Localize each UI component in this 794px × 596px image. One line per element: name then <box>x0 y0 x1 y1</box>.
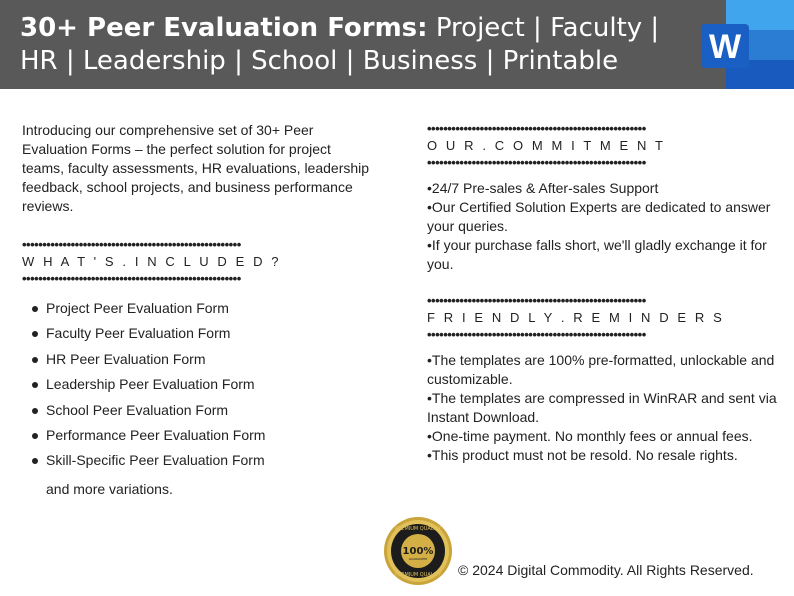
word-logo-icon <box>696 0 794 89</box>
list-item-label: HR Peer Evaluation Form <box>46 350 206 367</box>
list-item <box>22 296 282 321</box>
more-variations-text: and more variations. <box>46 480 173 497</box>
divider-top: •••••••••••••••••••••••••••••••••••••••••••••••••••••• <box>427 294 646 308</box>
reminder-line: •This product must not be resold. No resale rights. <box>427 447 738 463</box>
badge-top-text: PREMIUM QUALITY <box>394 526 442 532</box>
list-item-label: Leadership Peer Evaluation Form <box>46 376 255 393</box>
list-item <box>22 448 282 473</box>
reminder-line: •One-time payment. No monthly fees or annual fees. <box>427 428 753 444</box>
list-item-label: Faculty Peer Evaluation Form <box>46 325 231 342</box>
list-item-label: School Peer Evaluation Form <box>46 401 229 418</box>
list-item <box>22 347 282 372</box>
divider-top: •••••••••••••••••••••••••••••••••••••••••••••••••••••• <box>427 122 646 136</box>
page-title <box>20 12 670 78</box>
whats-included-heading: W H A T ' S . I N C L U D E D ? <box>22 254 282 269</box>
badge-bottom-text: PREMIUM QUALITY <box>394 572 442 578</box>
list-item-label: Skill-Specific Peer Evaluation Form <box>46 452 265 469</box>
bullet-icon <box>32 306 38 312</box>
badge-sub-text: GUARANTEE <box>408 557 428 561</box>
bullet-icon <box>32 458 38 464</box>
reminders-section <box>427 294 787 465</box>
list-item <box>22 372 282 397</box>
divider-bottom: •••••••••••••••••••••••••••••••••••••••••••••••••••••• <box>22 272 241 286</box>
commitment-line: •Our Certified Solution Experts are dedicated to answer your queries. <box>427 199 771 234</box>
title-rest: Project | Faculty | HR | Leadership | School | Business | Printable <box>20 13 660 76</box>
divider-bottom: •••••••••••••••••••••••••••••••••••••••••••••••••••••• <box>427 328 646 342</box>
intro-paragraph: Introducing our comprehensive set of 30+ Peer Evaluation Forms – the perfect solution for project teams, faculty assessments, HR evaluations, leadership feedback, school projects, and business performance reviews. <box>22 122 370 214</box>
whats-included-section <box>22 238 282 502</box>
list-item <box>22 398 282 423</box>
badge-center-text: 100% <box>402 546 434 557</box>
title-bold: 30+ Peer Evaluation Forms: <box>20 13 428 43</box>
commitment-line: •24/7 Pre-sales & After-sales Support <box>427 180 659 196</box>
commitment-heading: O U R . C O M M I T M E N T <box>427 138 666 153</box>
reminder-line: •The templates are compressed in WinRAR and sent via Instant Download. <box>427 390 777 425</box>
bullet-icon <box>32 382 38 388</box>
included-list <box>22 296 282 474</box>
reminder-line: •The templates are 100% pre-formatted, unlockable and customizable. <box>427 352 775 387</box>
bullet-icon <box>32 408 38 414</box>
premium-quality-badge-icon <box>383 516 453 586</box>
bullet-icon <box>32 331 38 337</box>
bullet-icon <box>32 433 38 439</box>
list-item <box>22 423 282 448</box>
divider-bottom: •••••••••••••••••••••••••••••••••••••••••••••••••••••• <box>427 156 646 170</box>
list-item-label: Project Peer Evaluation Form <box>46 300 229 316</box>
commitment-section <box>427 122 787 274</box>
divider-top: •••••••••••••••••••••••••••••••••••••••••••••••••••••• <box>22 238 241 252</box>
reminders-heading: F R I E N D L Y . R E M I N D E R S <box>427 310 725 325</box>
bullet-icon <box>32 357 38 363</box>
copyright-text: © 2024 Digital Commodity. All Rights Reserved. <box>458 562 754 578</box>
word-logo-letter: W <box>708 28 742 66</box>
list-item-label: Performance Peer Evaluation Form <box>46 426 266 443</box>
commitment-line: •If your purchase falls short, we'll gladly exchange it for you. <box>427 237 767 272</box>
header-banner <box>0 0 794 89</box>
list-item <box>22 321 282 346</box>
